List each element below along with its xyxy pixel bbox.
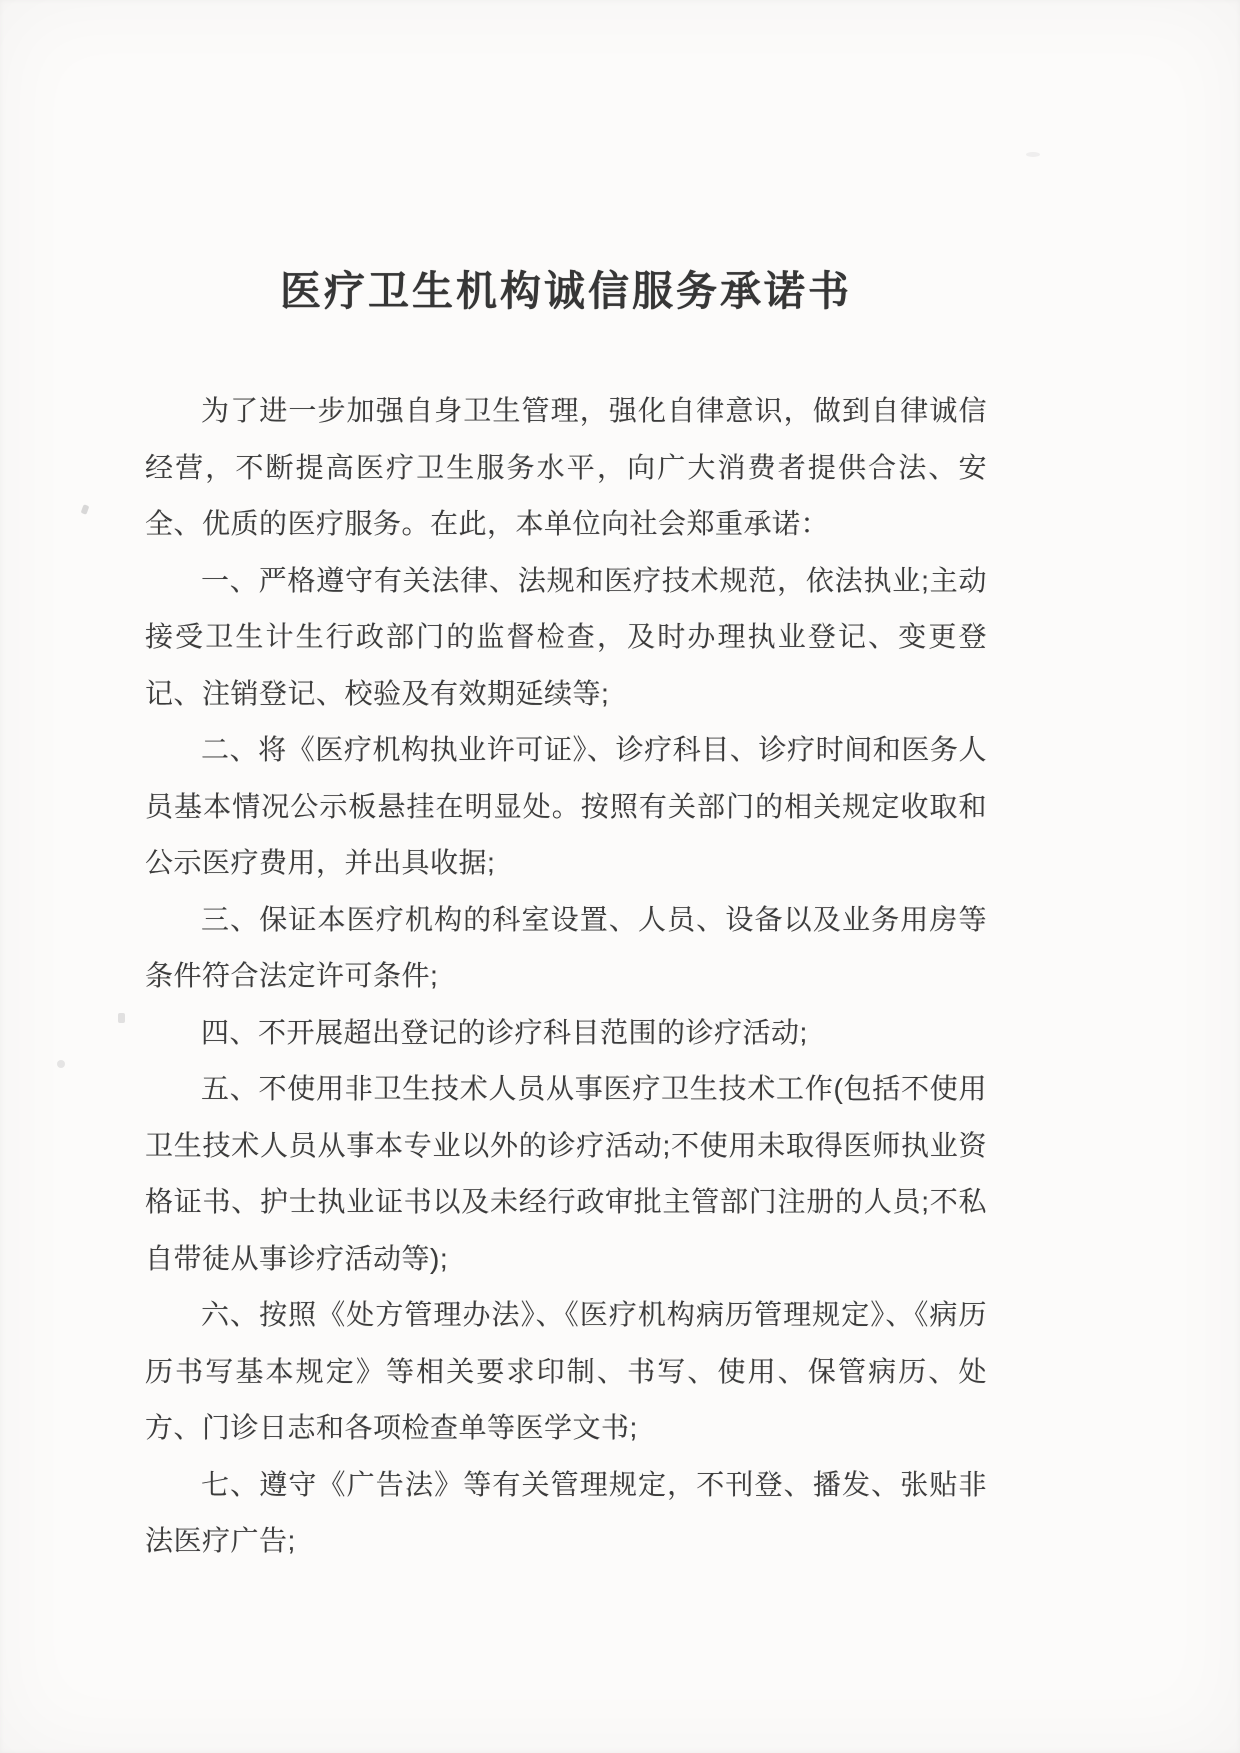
scan-speck [57,1060,65,1068]
scan-speck [1026,152,1040,157]
item-7-paragraph: 七、遵守《广告法》等有关管理规定，不刊登、播发、张贴非法医疗广告; [145,1468,987,1556]
scan-speck [81,504,90,515]
document-content [145,0,987,1570]
scan-speck [118,1013,125,1023]
item-2-paragraph: 二、将《医疗机构执业许可证》、诊疗科目、诊疗时间和医务人员基本情况公示板悬挂在明显处。按照有关部门的相关规定收取和公示医疗费用，并出具收据; [145,734,987,878]
page-title: 医疗卫生机构诚信服务承诺书 [280,268,852,314]
item-5-paragraph: 五、不使用非卫生技术人员从事医疗卫生技术工作(包括不使用卫生技术人员从事本专业以外的诊疗活动;不使用未取得医师执业资格证书、护士执业证书以及未经行政审批主管部门注册的人员;不私自带徒从事诊疗活动等); [145,1073,987,1274]
item-4-paragraph: 四、不开展超出登记的诊疗科目范围的诊疗活动; [201,1016,808,1048]
item-6-paragraph: 六、按照《处方管理办法》、《医疗机构病历管理规定》、《病历历书写基本规定》等相关要求印制、书写、使用、保管病历、处方、门诊日志和各项检查单等医学文书; [145,1299,987,1443]
intro-paragraph: 为了进一步加强自身卫生管理，强化自律意识，做到自律诚信经营，不断提高医疗卫生服务水平，向广大消费者提供合法、安全、优质的医疗服务。在此，本单位向社会郑重承诺： [145,395,987,539]
item-3-paragraph: 三、保证本医疗机构的科室设置、人员、设备以及业务用房等条件符合法定许可条件; [145,903,987,991]
document-body [145,383,987,1570]
item-1-paragraph: 一、严格遵守有关法律、法规和医疗技术规范，依法执业;主动接受卫生计生行政部门的监督检查，及时办理执业登记、变更登记、注销登记、校验及有效期延续等; [145,564,987,709]
